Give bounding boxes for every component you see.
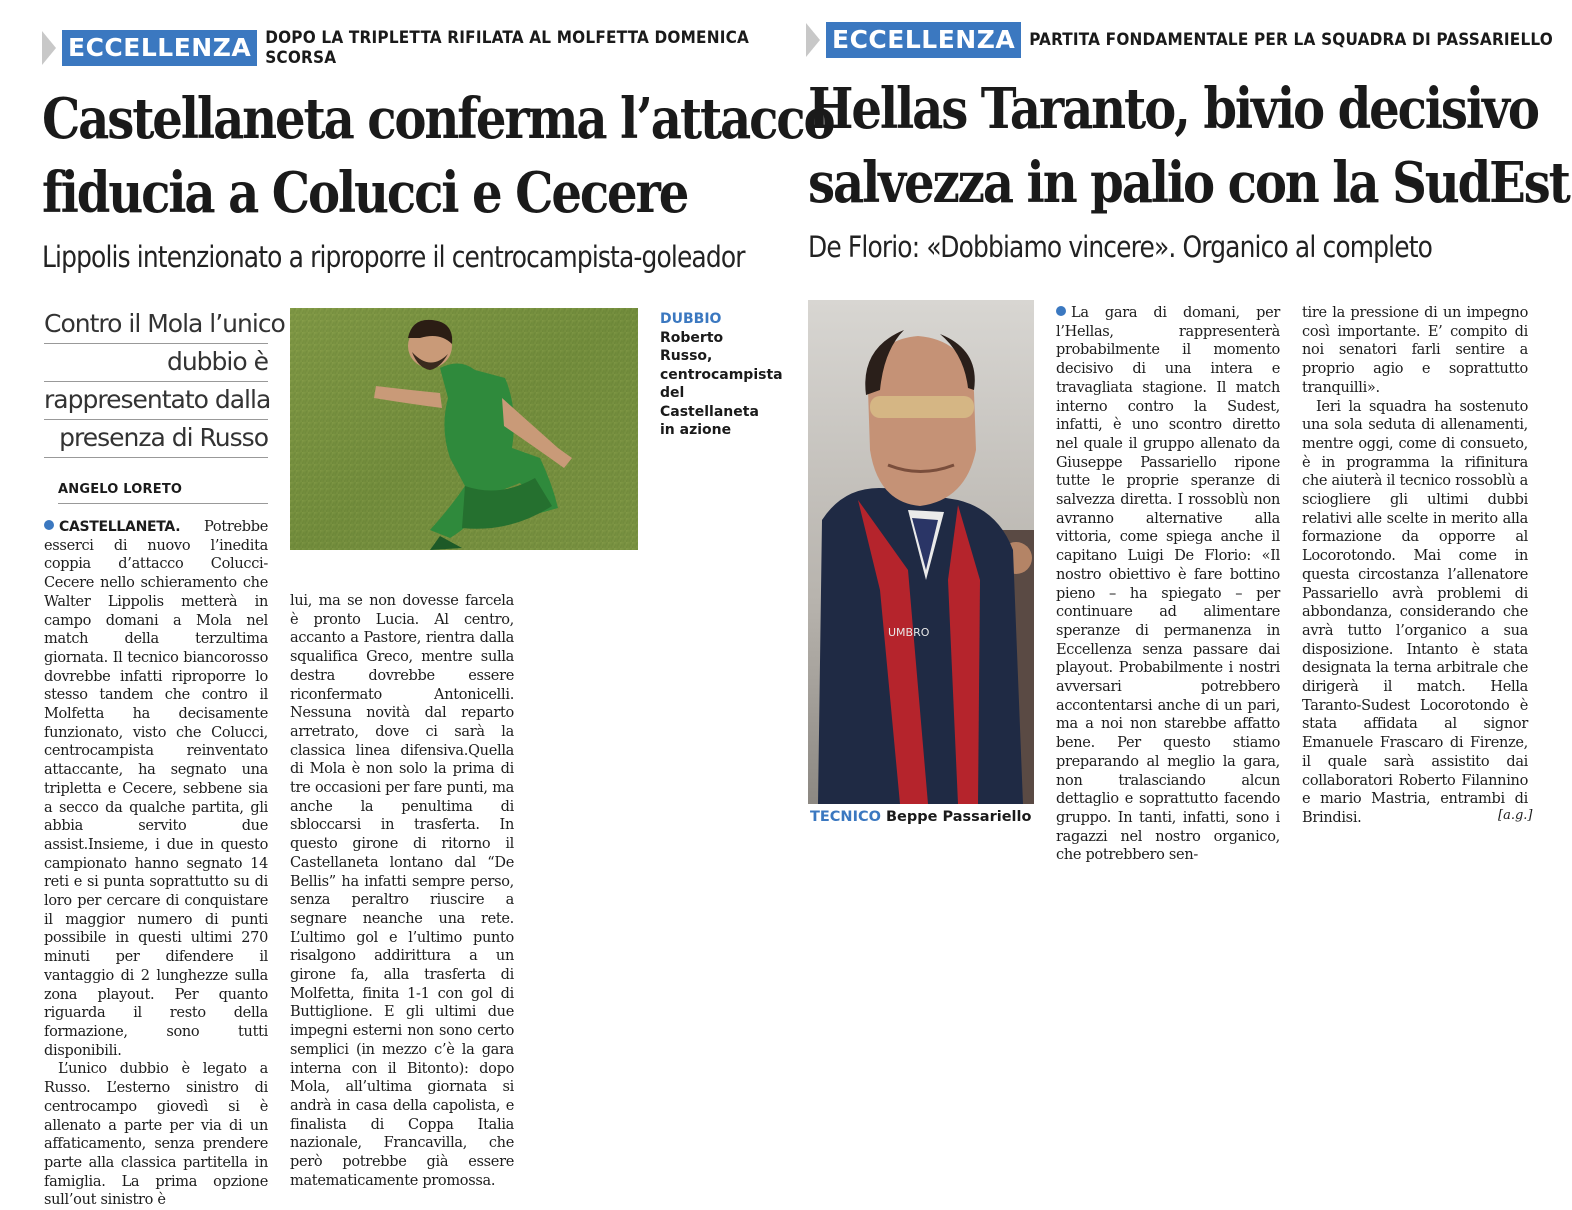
caption-text: Roberto Russo, centrocampista del Castellaneta in azione bbox=[660, 329, 783, 438]
section-tag: ECCELLENZA bbox=[826, 22, 1021, 58]
body-column-2 bbox=[1302, 304, 1528, 828]
body-paragraph bbox=[1056, 304, 1280, 865]
kicker-row bbox=[806, 20, 1553, 60]
body-paragraph: Ieri la squadra ha sostenuto una sola seduta di allenamenti, mentre oggi, come di consueto, è in programma la rifinitura che aiuterà il tecnico rossoblù a sciogliere gli ultimi dubbi relativi alle scelte in merito alla formazione da opporre al Locorotondo. Mai come in questa circostanza l’allenatore Passariello avrà problemi di abbondanza, considerando che avrà tutto l’organico a sua disposizione. Intanto è stata designata la terna arbitrale che dirigerà il match. Hella Taranto-Sudest Locorotondo è stata affidata al signor Emanuele Frascaro di Firenze, il quale sarà assistito dai collaboratori Roberto Filannino e mario Mastria, entrambi di Brindisi. bbox=[1302, 398, 1528, 826]
deck-subtitle: Lippolis intenzionato a riproporre il centrocampista-goleador bbox=[42, 240, 745, 274]
section-tag: ECCELLENZA bbox=[62, 30, 257, 66]
body-paragraph: tire la pressione di un impegno così importante. E’ compito di noi senatori farli sentire a proprio agio e soprattutto tranquilli». bbox=[1302, 305, 1528, 396]
author-initials: [a.g.] bbox=[1498, 808, 1533, 823]
byline: ANGELO LORETO bbox=[58, 482, 268, 504]
headline-line-1: Castellaneta conferma l’attacco bbox=[42, 86, 834, 152]
body-paragraph: lui, ma se non dovesse farcela è pronto Lucia. Al centro, accanto a Pastore, rientra dalla squalifica Greco, mentre sulla destra dovrebbe essere riconfermato Antonicelli. Nessuna novità dal reparto arretrato, dove ci sarà la classica linea difensiva.Quella di Mola è non solo la prima di tre occasioni per fare punti, ma anche la penultima di sbloccarsi in trasferta. In questo girone di ritorno il Castellaneta lontano dal “De Bellis” ha infatti sempre perso, senza peraltro riuscire a segnare neanche una rete. L’ultimo gol e l’ultimo punto risalgono addirittura a un girone fa, alla trasferta di Molfetta, finita 1-1 con gol di Buttiglione. E gli ultimi due impegni esterni non sono certo semplici (in mezzo c’è la gara interna con il Bitonto): dopo Mola, all’ultima giornata si andrà in casa della capolista, e finalista di Coppa Italia nazionale, Francavilla, che però potrebbe già essere matematicamente promossa. bbox=[290, 593, 514, 1189]
pullquote-line: dubbio è bbox=[44, 344, 268, 382]
player-photo-illustration bbox=[290, 308, 638, 550]
kicker-row bbox=[42, 28, 790, 68]
photo-caption bbox=[660, 310, 783, 440]
body-text: Potrebbe esserci di nuovo l’inedita coppia d’attacco Colucci-Cecere nello schieramento che Walter Lippolis metterà in campo domani a Mola nel match della terzultima giornata. Il tecnico biancorosso dovrebbe infatti riproporre lo stesso tandem che contro il Molfetta ha decisamente funzionato, visto che Colucci, centrocampista reinventato attaccante, ha segnato una tripletta e Cecere, sebbene sia a secco da qualche partita, gli abbia servito due assist.Insieme, i due in questo campionato hanno segnato 14 reti e si punta soprattutto su di loro per cercare di conquistare il maggior numero di punti possibile in questi ultimi 270 minuti per difendere il vantaggio di 2 lunghezze sulla zona playout. Per quanto riguarda il resto della formazione, sono tutti disponibili. bbox=[44, 519, 268, 1059]
body-paragraph: L’unico dubbio è legato a Russo. L’esterno sinistro di centrocampo giovedì si è allenato a parte per via di un affaticamento, senza prendere parte alla classica partitella in famiglia. La prima opzione sull’out sinistro è bbox=[44, 1061, 268, 1209]
kicker-text: DOPO LA TRIPLETTA RIFILATA AL MOLFETTA DOMENICA SCORSA bbox=[265, 28, 750, 68]
caption-label: DUBBIO bbox=[660, 311, 722, 327]
caption-text: Beppe Passariello bbox=[886, 809, 1032, 825]
pullquote-line: rappresentato dalla bbox=[44, 382, 268, 420]
photo-beppe-passariello bbox=[808, 300, 1034, 804]
pullquote-line: Contro il Mola l’unico bbox=[44, 306, 268, 344]
caption-label: TECNICO bbox=[810, 809, 881, 825]
deck-subtitle: De Florio: «Dobbiamo vincere». Organico al completo bbox=[808, 230, 1433, 264]
body-column-2 bbox=[290, 592, 514, 1191]
pullquote bbox=[44, 306, 285, 458]
chevron-right-icon bbox=[42, 31, 56, 65]
photo-caption bbox=[810, 808, 1050, 827]
headline-line-2: fiducia a Colucci e Cecere bbox=[42, 160, 688, 226]
coach-photo-illustration bbox=[808, 300, 1034, 804]
bullet-icon bbox=[1056, 306, 1066, 316]
bullet-icon bbox=[44, 520, 54, 530]
kicker-text: PARTITA FONDAMENTALE PER LA SQUADRA DI PASSARIELLO bbox=[1029, 30, 1553, 50]
body-text: La gara di domani, per l’Hellas, rappresenterà probabilmente il momento decisivo di una intera e travagliata stagione. Il match interno contro la Sudest, infatti, è uno scontro diretto nel quale il gruppo allenato da Giuseppe Passariello ripone tutte le proprie speranze di salvezza diretta. I rossoblù non avranno alternative alla vittoria, come spiega anche il capitano Luigi De Florio: «Il nostro obiettivo è fare bottino pieno – ha spiegato – per continuare ad alimentare speranze di permanenza in Eccellenza senza passare dai playout. Probabilmente i nostri avversari potrebbero accontentarsi anche di un pari, ma a noi non starebbe affatto bene. Per questo stiamo preparando al meglio la gara, non tralasciando alcun dettaglio e soprattutto facendo gruppo. In tanti, infatti, sono i ragazzi nel nostro organico, che potrebbero sen- bbox=[1056, 305, 1280, 864]
body-column-1 bbox=[1056, 304, 1280, 865]
photo-roberto-russo bbox=[290, 308, 638, 550]
chevron-right-icon bbox=[806, 23, 820, 57]
headline-line-2: salvezza in palio con la SudEst bbox=[808, 150, 1569, 216]
body-paragraph bbox=[44, 518, 268, 1060]
umbro-logo-text: UMBRO bbox=[888, 626, 930, 639]
headline-line-1: Hellas Taranto, bivio decisivo bbox=[808, 76, 1538, 142]
body-column-1 bbox=[44, 518, 268, 1210]
pullquote-line: presenza di Russo bbox=[44, 420, 268, 458]
dateline: CASTELLANETA. bbox=[59, 519, 181, 535]
article-hellas-taranto bbox=[790, 0, 1572, 1182]
